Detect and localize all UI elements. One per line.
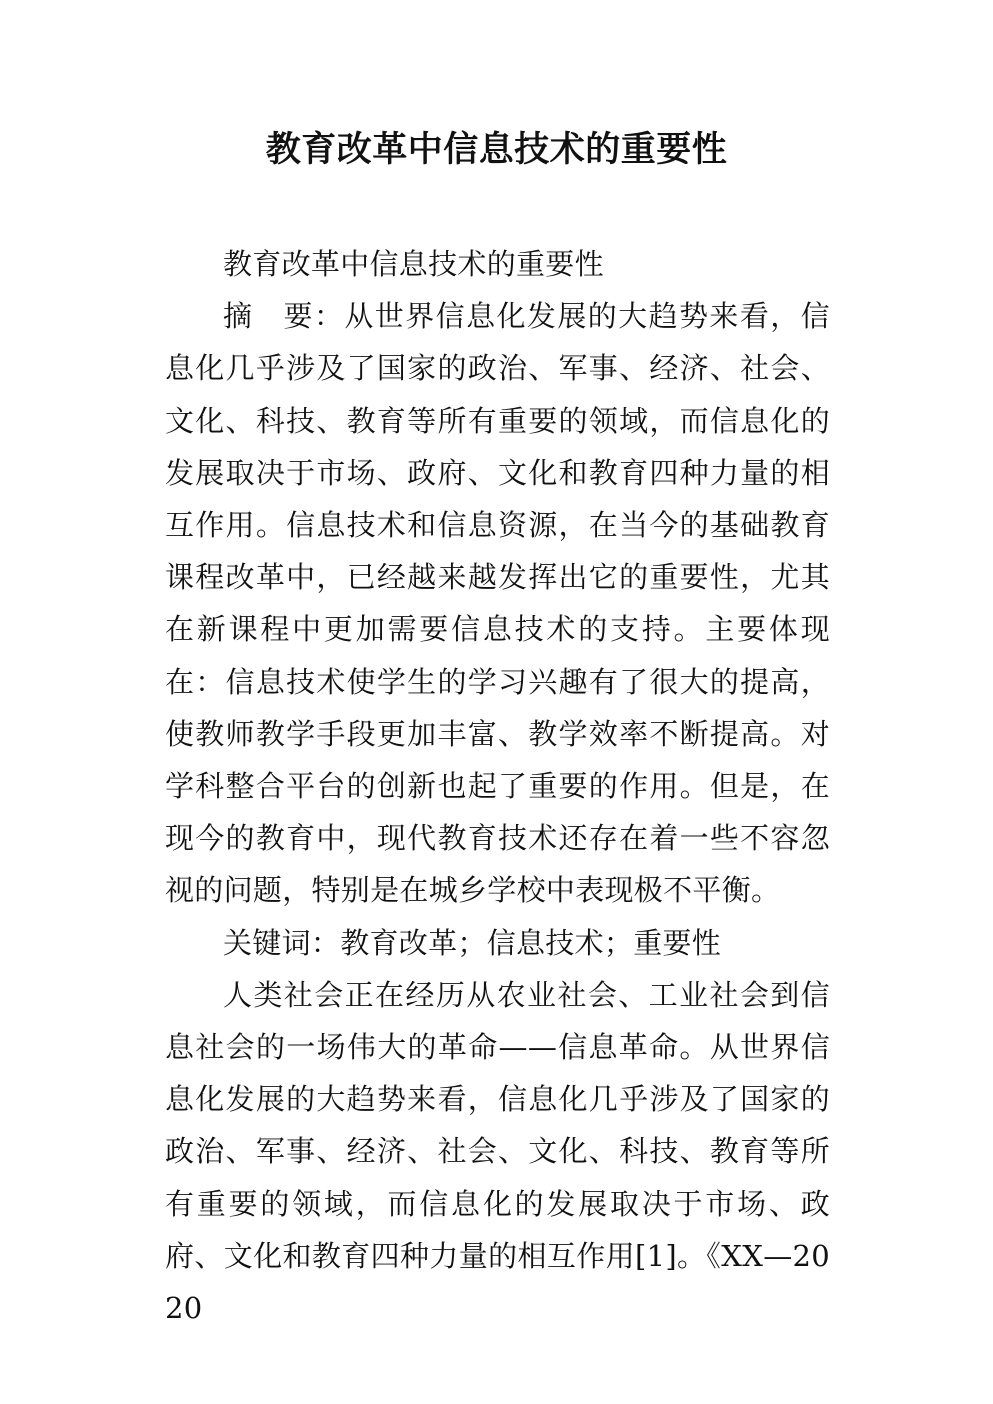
abstract-text: 从世界信息化发展的大趋势来看，信息化几乎涉及了国家的政治、军事、经济、社会、文化、科技、教育等所有重要的领域，而信息化的发展取决于市场、政府、文化和教育四种力量的相互作用。信息技术和信息资源，在当今的基础教育课程改革中，已经越来越发挥出它的重要性，尤其在新课程中更加需要信息技术的支持。主要体现在：信息技术使学生的学习兴趣有了很大的提高，使教师教学手段更加丰富、教学效率不断提高。对学科整合平台的创新也起了重要的作用。但是，在现今的教育中，现代教育技术还存在着一些不容忽视的问题，特别是在城乡学校中表现极不平衡。 bbox=[165, 299, 830, 908]
keywords-paragraph: 关键词：教育改革；信息技术；重要性 bbox=[223, 925, 722, 960]
document-body bbox=[165, 238, 830, 1334]
subtitle-paragraph: 教育改革中信息技术的重要性 bbox=[223, 247, 604, 281]
document-title: 教育改革中信息技术的重要性 bbox=[265, 130, 728, 170]
abstract-label-part-2: 要： bbox=[282, 299, 345, 334]
abstract-paragraph bbox=[165, 290, 830, 916]
abstract-label-part-1: 摘 bbox=[223, 299, 254, 334]
intro-paragraph: 人类社会正在经历从农业社会、工业社会到信息社会的一场伟大的革命——信息革命。从世界信息化发展的大趋势来看，信息化几乎涉及了国家的政治、军事、经济、社会、文化、科技、教育等所有重要的领域，而信息化的发展取决于市场、政府、文化和教育四种力量的相互作用[1]。《XX—2020 bbox=[165, 977, 830, 1326]
